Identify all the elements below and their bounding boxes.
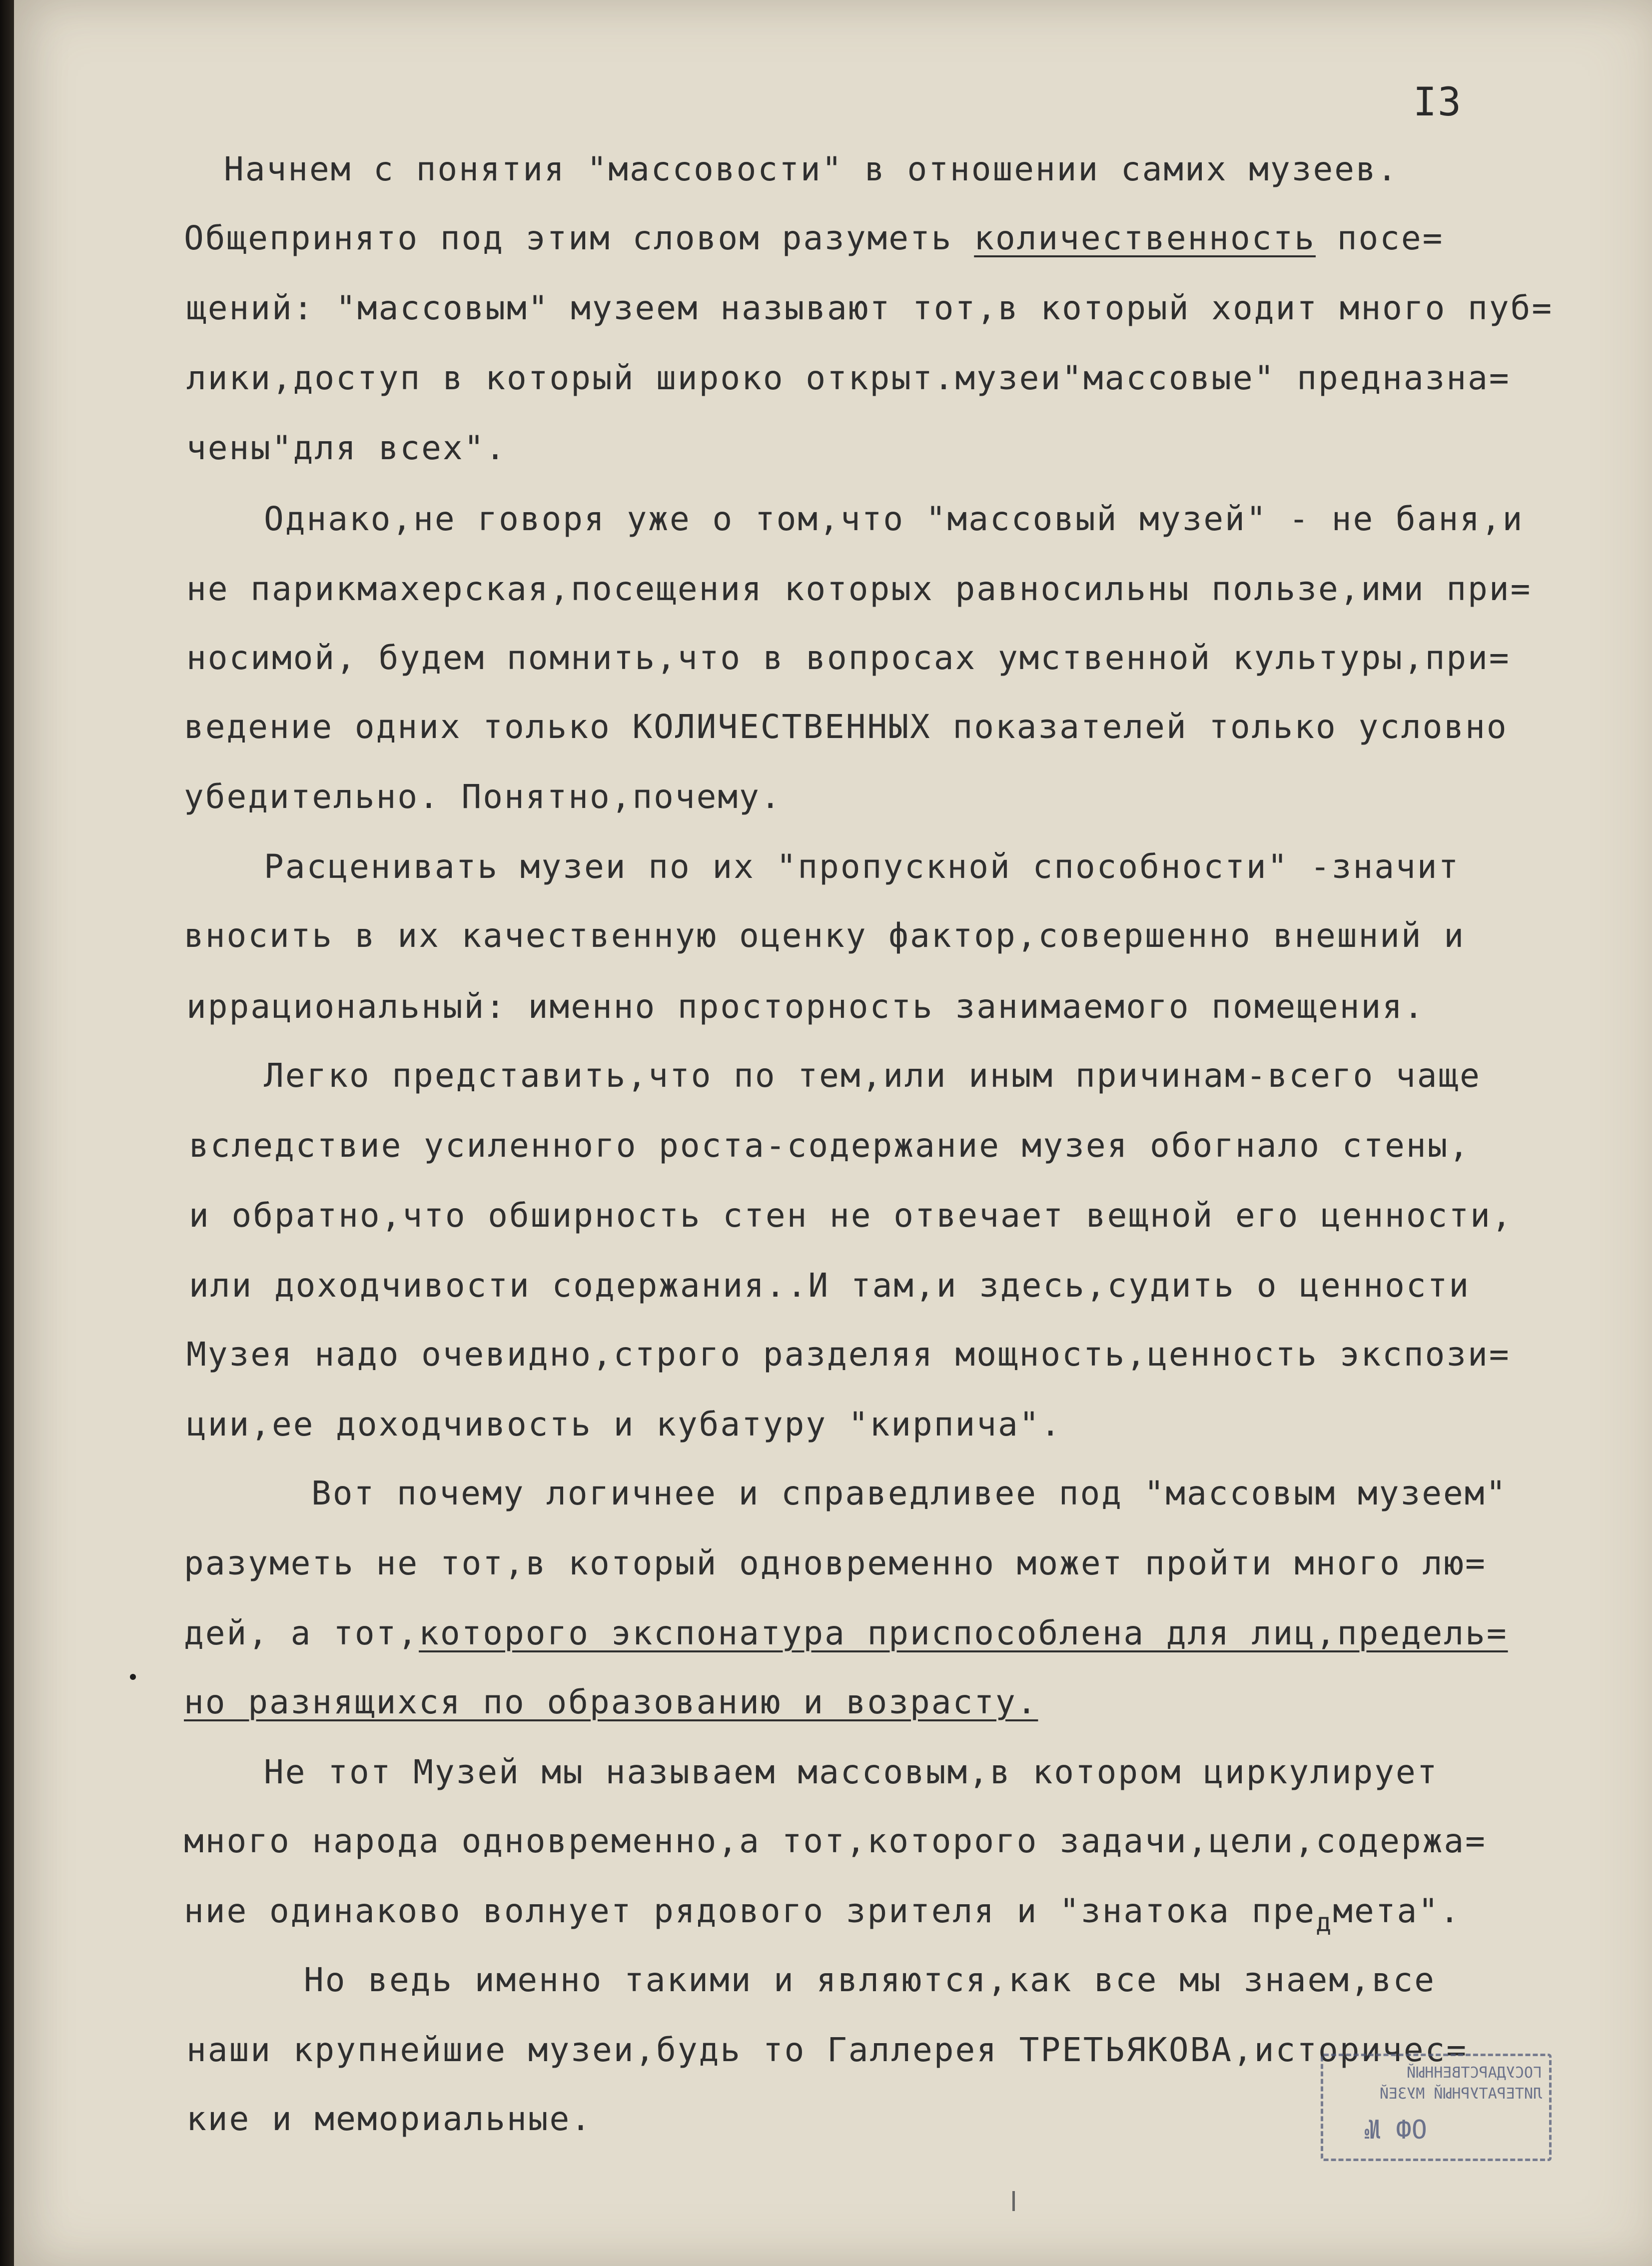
archive-stamp (1321, 2054, 1552, 2161)
text-segment: много народа одновременно,а тот,которого задачи,цели,содержа= (184, 1822, 1487, 1860)
text-segment: чены"для всех". (186, 429, 507, 467)
text-line (186, 2100, 592, 2138)
underlined-text: которого экспонатура приспособлена для лиц,предель= (419, 1614, 1508, 1652)
text-segment: ведение одних только КОЛИЧЕСТВЕННЫХ показателей только условно (184, 708, 1508, 746)
text-segment: ние одинаково волнует рядового зрителя и "знатока пре (184, 1892, 1316, 1930)
text-line (184, 708, 1508, 746)
page-edge (0, 0, 14, 2266)
text-line (186, 1405, 1062, 1444)
underlined-text: но разнящихся по образованию и возрасту. (184, 1683, 1038, 1721)
text-line (189, 1196, 1513, 1235)
stamp-line: ГОСУДАРСТВЕННЫЙ (1407, 2064, 1542, 2082)
text-segment: и обратно,что обширность стен не отвечает вещной его ценности, (189, 1196, 1513, 1235)
text-line (224, 150, 1398, 188)
text-segment: посе= (1315, 219, 1444, 257)
text-segment: дей, а тот, (184, 1614, 419, 1652)
text-line (189, 1266, 1470, 1305)
text-segment: щений: "массовым" музеем называют тот,в который ходит много пуб= (186, 289, 1554, 327)
text-segment: убедительно. Понятно,почему. (184, 777, 782, 816)
text-line (184, 1822, 1487, 1860)
underlined-text: количественность (974, 219, 1316, 257)
ink-mark (1012, 2191, 1015, 2211)
text-segment: Музея надо очевидно,строго разделяя мощность,ценность экспози= (186, 1335, 1511, 1374)
text-line (186, 639, 1511, 677)
text-segment: мета". (1333, 1892, 1461, 1930)
text-segment: Расценивать музеи по их "пропускной способности" -значит (264, 847, 1460, 886)
text-line (184, 916, 1465, 955)
text-segment: кие и мемориальные. (186, 2100, 592, 2138)
text-segment: иррациональный: именно просторность занимаемого помещения. (186, 987, 1425, 1026)
text-segment: вносить в их качественную оценку фактор,совершенно внешний и (184, 916, 1466, 955)
text-segment: Начнем с понятия "массовости" в отношении самих музеев. (224, 150, 1399, 188)
text-segment: или доходчивости содержания..И там,и здесь,судить о ценности (189, 1266, 1471, 1305)
text-line (264, 1056, 1481, 1095)
text-segment: наши крупнейшие музеи,будь то Галлерея ТРЕТЬЯКОВА,историчес= (186, 2031, 1468, 2069)
text-line (184, 777, 782, 816)
text-segment: Вот почему логичнее и справедливее под "массовым музеем" (311, 1474, 1508, 1512)
text-line (186, 429, 507, 467)
text-line (189, 1126, 1470, 1165)
text-segment: Не тот Музей мы называем массовым,в котором циркулирует (264, 1753, 1439, 1791)
text-line (184, 1892, 1461, 1938)
text-segment: лики,доступ в который широко открыт.музеи"массовые" предназна= (186, 359, 1511, 397)
text-line (186, 987, 1425, 1026)
text-line (186, 359, 1511, 397)
text-segment: Однако,не говоря уже о том,что "массовый музей" - не баня,и (264, 500, 1524, 538)
text-line (184, 1544, 1487, 1582)
text-line (311, 1474, 1507, 1512)
typewritten-page (14, 0, 1652, 2266)
text-segment: вследствие усиленного роста-содержание музея обогнало стены, (189, 1126, 1471, 1165)
text-segment: не парикмахерская,посещения которых равносильны пользе,ими при= (186, 570, 1532, 608)
text-line (186, 1335, 1511, 1374)
page-number: I3 (1413, 80, 1462, 125)
text-line (264, 500, 1524, 538)
text-line (184, 1683, 1038, 1721)
text-segment: ции,ее доходчивость и кубатуру "кирпича". (186, 1405, 1062, 1444)
stamp-line: ЛИТЕРАТУРНЫЙ МУЗЕЙ (1379, 2085, 1542, 2103)
text-segment: Легко представить,что по тем,или иным причинам-всего чаще (264, 1056, 1481, 1095)
text-line (186, 570, 1532, 608)
text-line (264, 847, 1460, 886)
text-segment: Общепринято под этим словом разуметь (184, 219, 974, 257)
text-line (186, 289, 1553, 327)
text-line (184, 219, 1444, 257)
text-segment: разуметь не тот,в который одновременно может пройти много лю= (184, 1544, 1487, 1582)
stamp-line: ОФ № (1364, 2115, 1427, 2145)
text-segment: Но ведь именно такими и являются,как все мы знаем,все (304, 1961, 1436, 1999)
text-line (186, 2031, 1468, 2069)
ink-dot (130, 1674, 136, 1680)
text-line (184, 1614, 1508, 1652)
text-line (304, 1961, 1436, 1999)
text-segment: д (1315, 1908, 1333, 1938)
text-segment: носимой, будем помнить,что в вопросах умственной культуры,при= (186, 639, 1511, 677)
text-line (264, 1753, 1438, 1791)
